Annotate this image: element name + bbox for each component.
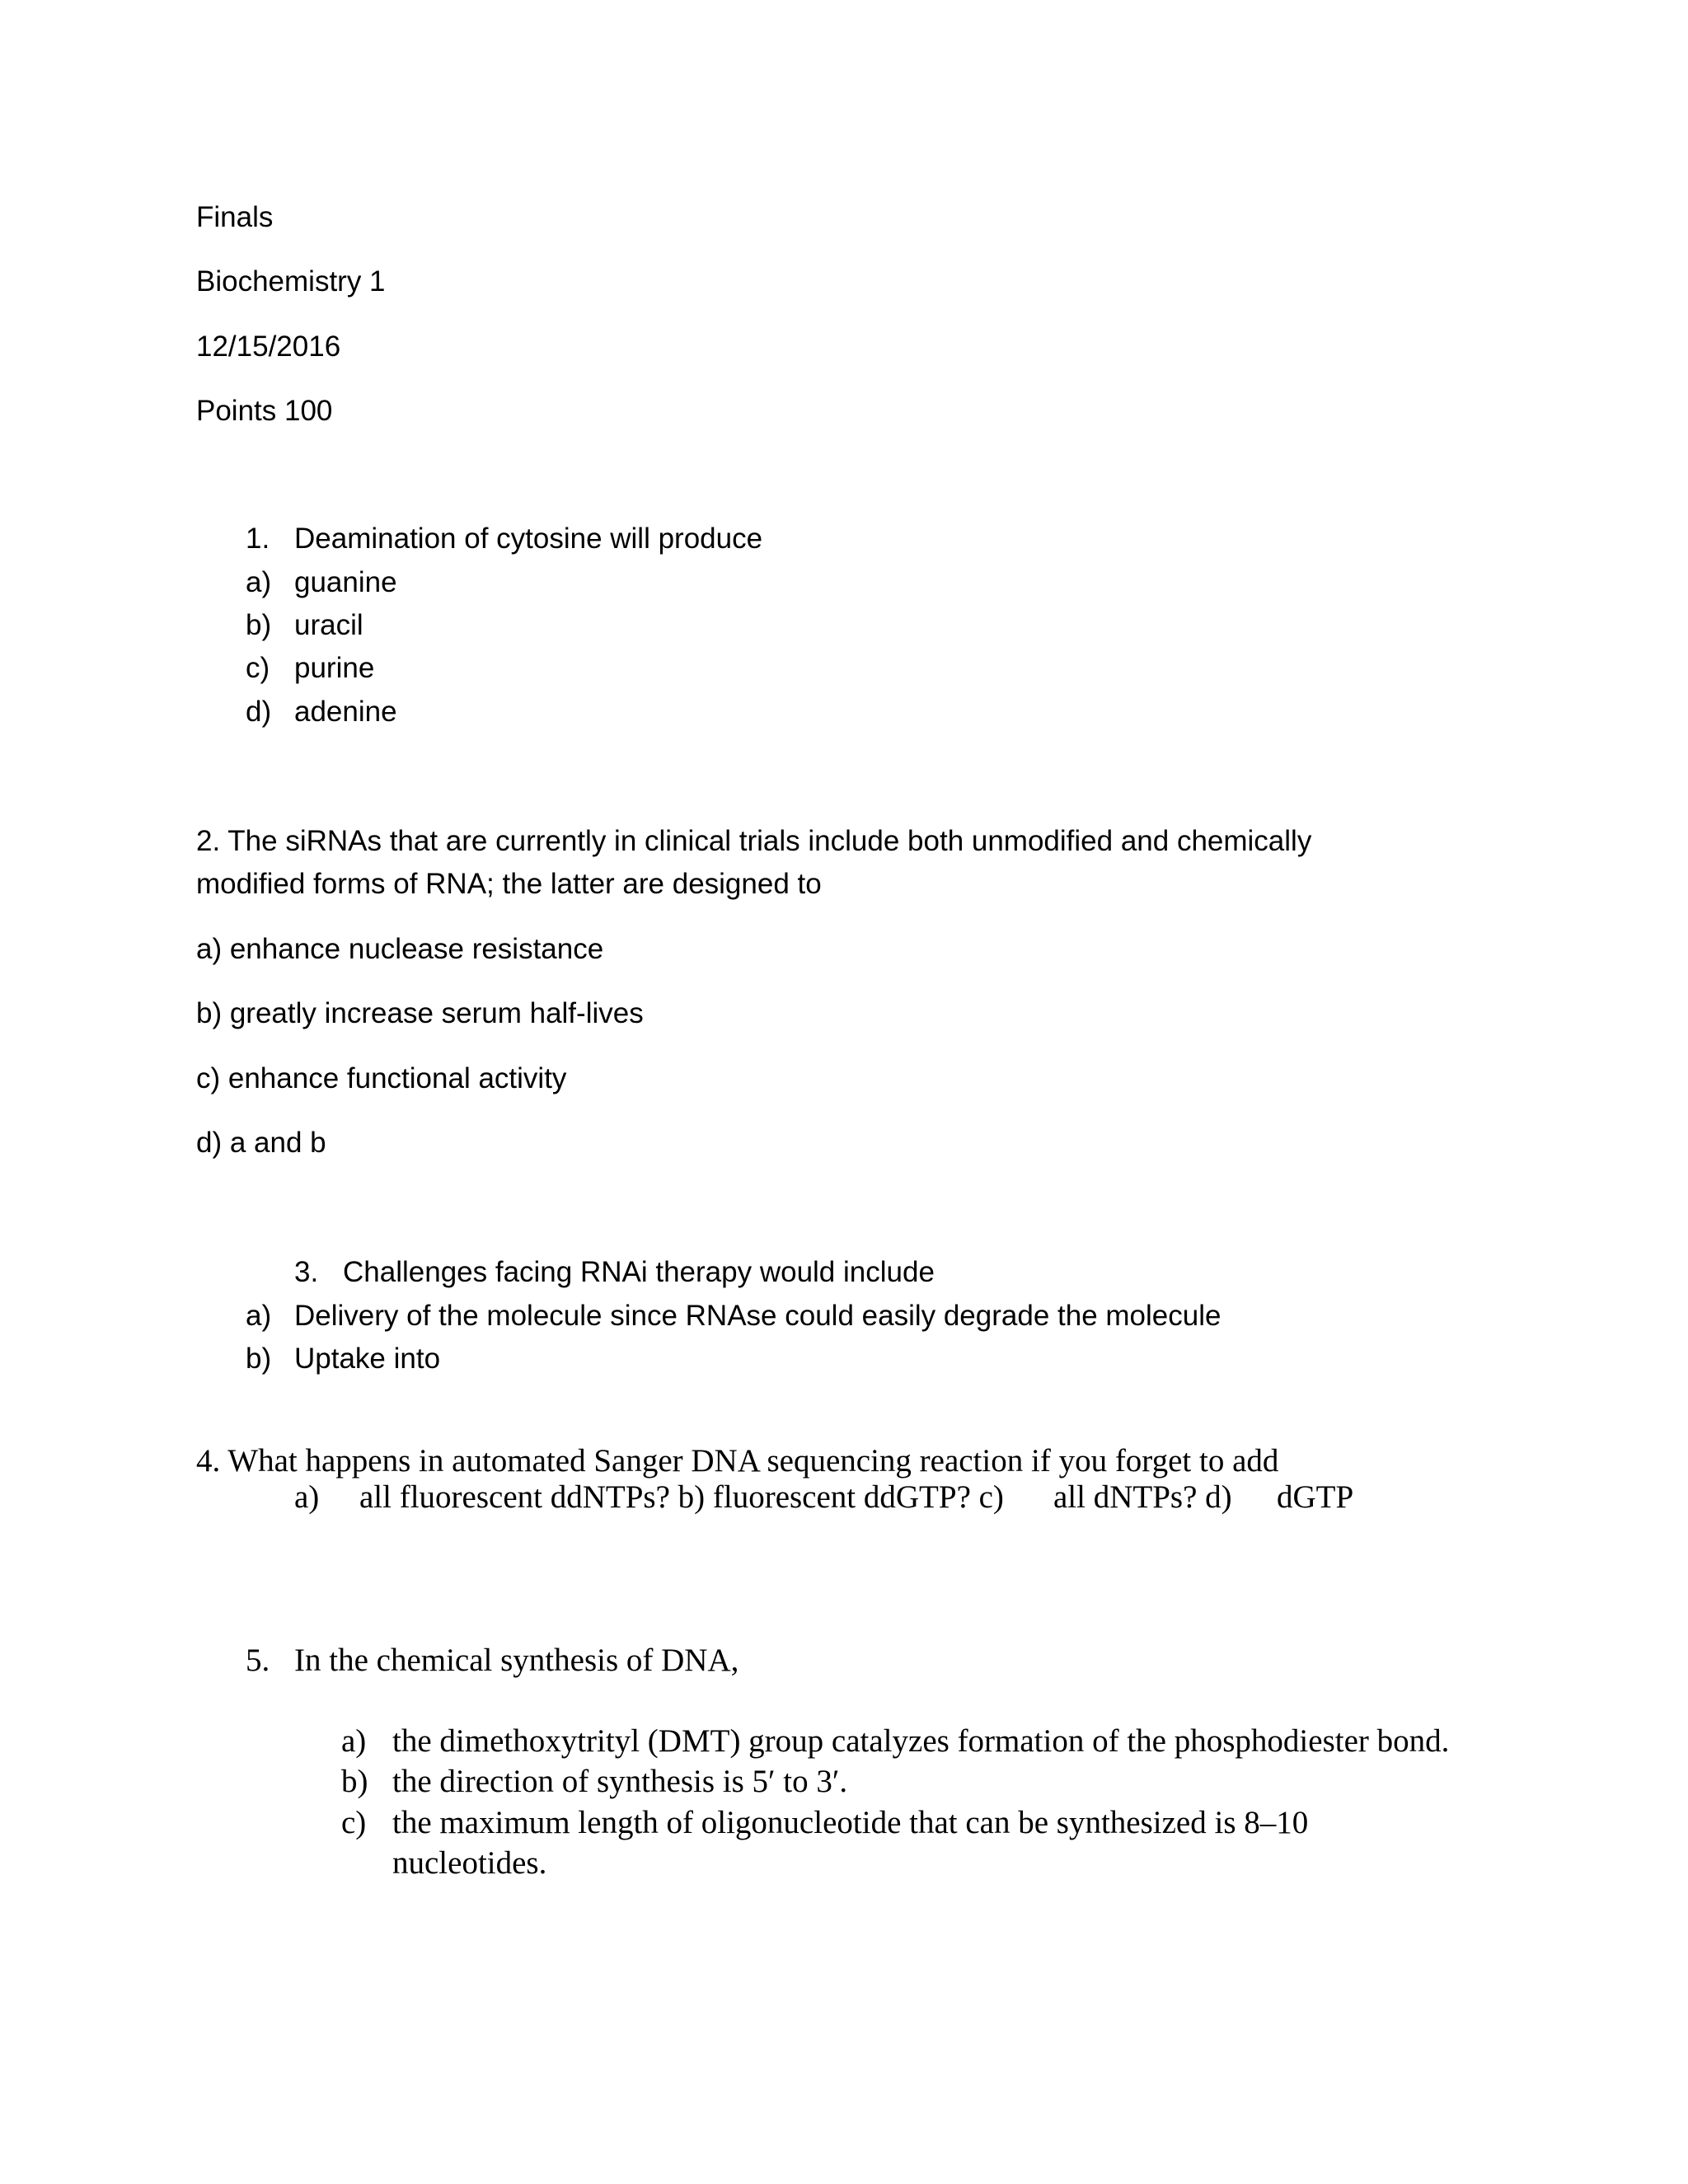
question-number: 3. xyxy=(294,1256,319,1288)
question-text-continued: modified forms of RNA; the latter are designed to xyxy=(196,868,822,900)
option-marker: a) xyxy=(246,1300,272,1332)
option-text: adenine xyxy=(294,696,397,728)
option-marker: b) xyxy=(246,1343,272,1375)
option-text: guanine xyxy=(294,566,397,598)
option-marker: a) xyxy=(341,1723,367,1759)
question-text: Challenges facing RNAi therapy would include xyxy=(343,1256,935,1288)
option-text: Uptake into xyxy=(294,1343,441,1375)
question-number: 5. xyxy=(246,1643,270,1678)
question-text: In the chemical synthesis of DNA, xyxy=(294,1643,739,1678)
option-text-continued: nucleotides. xyxy=(392,1845,547,1881)
question-number: 1. xyxy=(246,523,270,555)
question-text: 2. The siRNAs that are currently in clinical trials include both unmodified and chemically xyxy=(196,825,1312,857)
option-marker: a) xyxy=(246,566,272,598)
option-text: dGTP xyxy=(1277,1479,1354,1515)
option-marker: b) xyxy=(246,609,272,641)
exam-date: 12/15/2016 xyxy=(196,330,341,363)
option-text: the dimethoxytrityl (DMT) group catalyzes formation of the phosphodiester bond. xyxy=(392,1723,1450,1759)
option-text: all dNTPs? d) xyxy=(1053,1479,1232,1515)
exam-points: Points 100 xyxy=(196,395,333,427)
course-name: Biochemistry 1 xyxy=(196,265,386,298)
option-text: purine xyxy=(294,652,375,684)
option-marker: c) xyxy=(246,652,270,684)
option-text: d) a and b xyxy=(196,1127,326,1159)
option-text: Delivery of the molecule since RNAse could easily degrade the molecule xyxy=(294,1300,1221,1332)
option-marker: a) xyxy=(294,1479,320,1515)
option-text: all fluorescent ddNTPs? b) fluorescent ddGTP? c) xyxy=(359,1479,1004,1515)
option-text: the maximum length of oligonucleotide that can be synthesized is 8–10 xyxy=(392,1805,1309,1840)
option-marker: d) xyxy=(246,696,272,728)
option-text: uracil xyxy=(294,609,363,641)
option-text: b) greatly increase serum half-lives xyxy=(196,997,644,1029)
question-text: Deamination of cytosine will produce xyxy=(294,523,763,555)
option-text: the direction of synthesis is 5′ to 3′. xyxy=(392,1764,848,1799)
exam-title: Finals xyxy=(196,201,274,233)
option-marker: b) xyxy=(341,1764,368,1799)
question-text: 4. What happens in automated Sanger DNA sequencing reaction if you forget to add xyxy=(196,1443,1279,1479)
option-marker: c) xyxy=(341,1805,367,1840)
option-text: a) enhance nuclease resistance xyxy=(196,933,604,965)
option-text: c) enhance functional activity xyxy=(196,1062,567,1094)
